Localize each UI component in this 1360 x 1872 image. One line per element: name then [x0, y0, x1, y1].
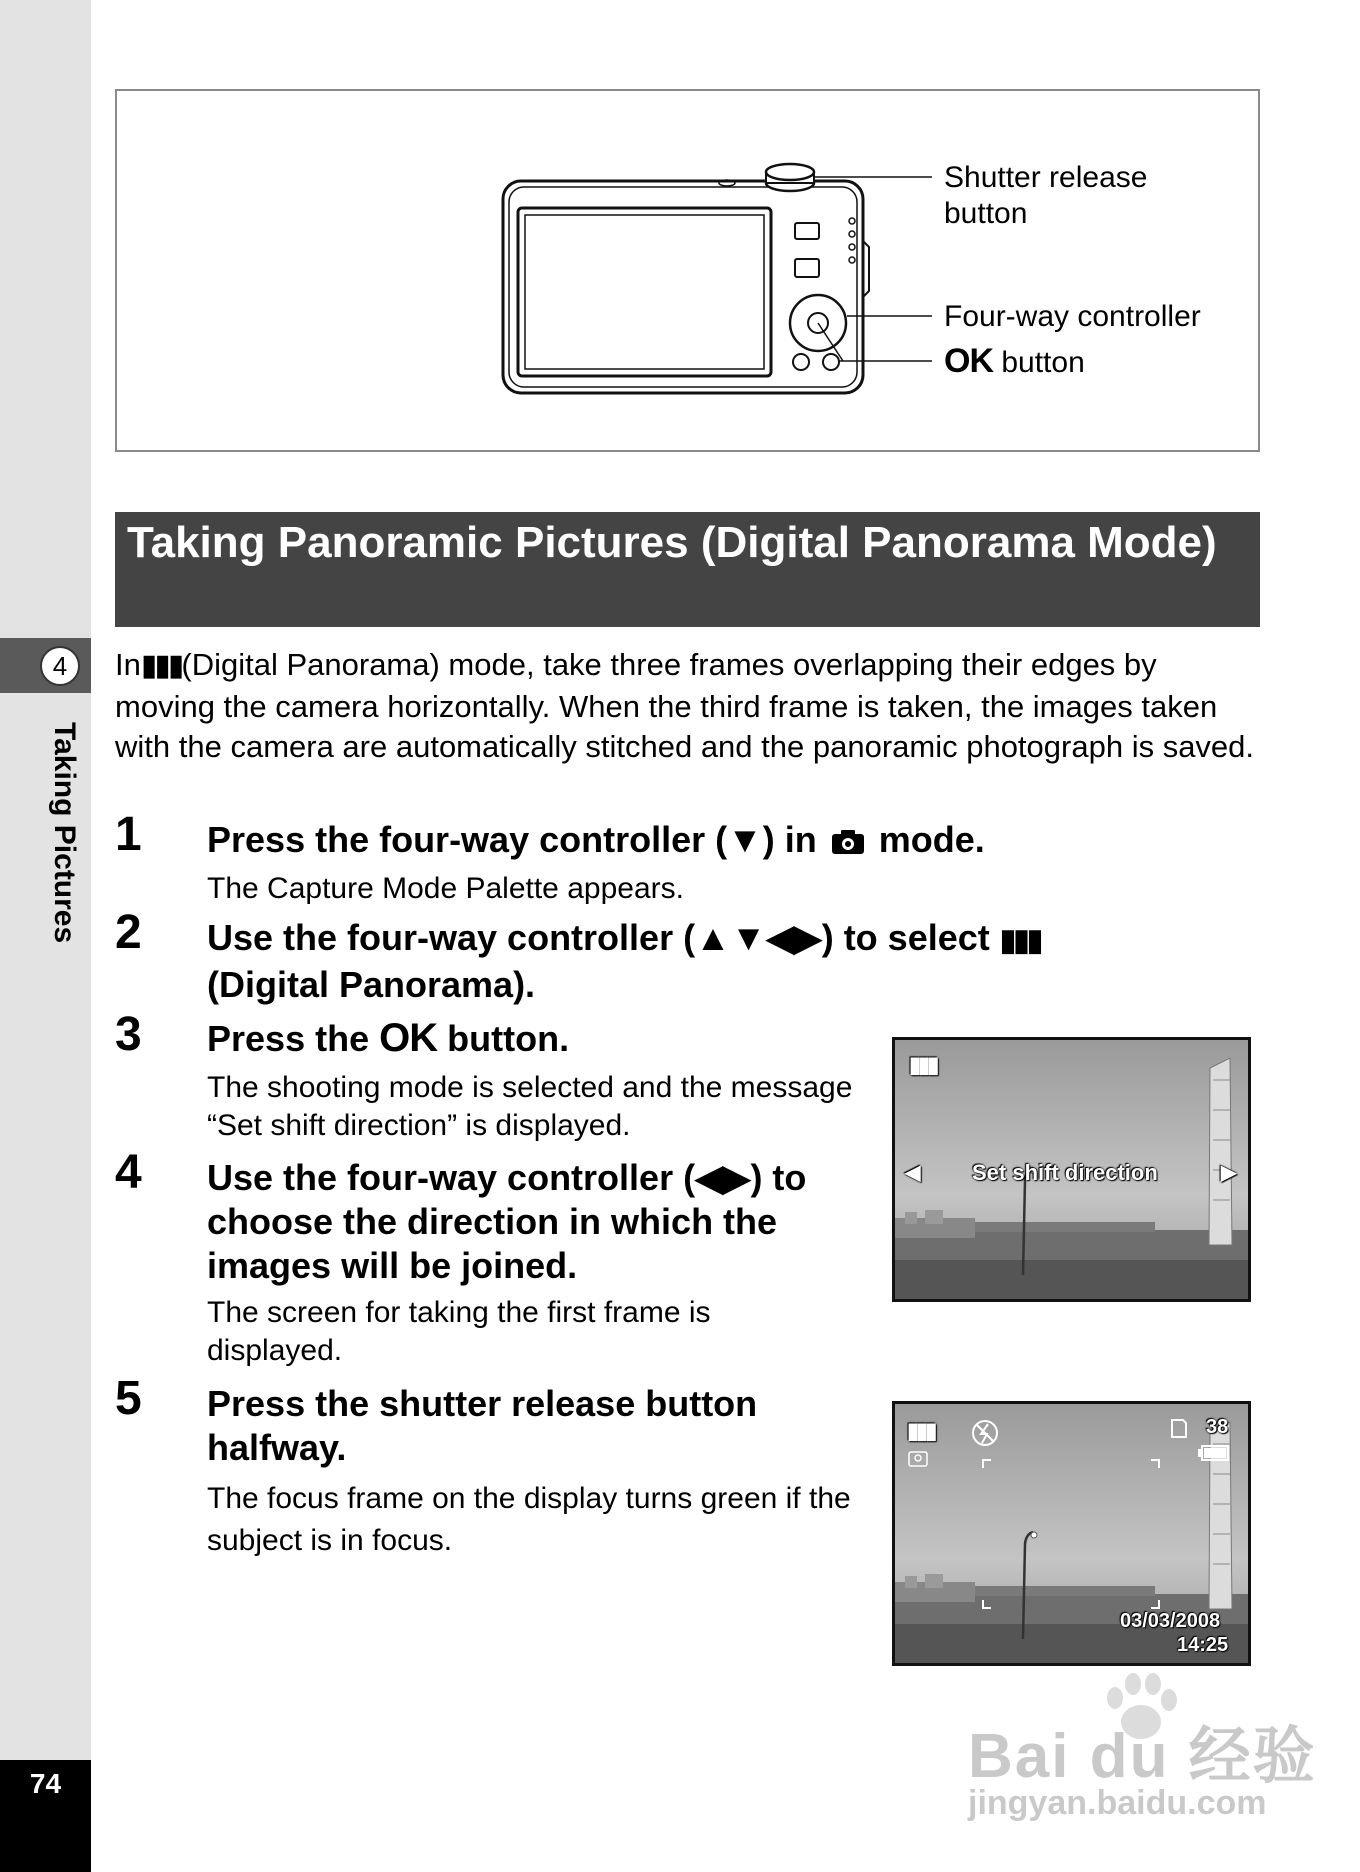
section-header	[115, 512, 1260, 627]
intro-paragraph	[115, 645, 1265, 768]
screen-mode-icon: ▮▮▮	[907, 1418, 935, 1443]
callout-four-way-controller: Four-way controller	[944, 300, 1201, 333]
step-5-body: The focus frame on the display turns green if the subject is in focus.	[207, 1482, 851, 1557]
step-3-number: 3	[115, 1008, 142, 1061]
shift-left-arrow: ◀	[905, 1162, 921, 1184]
lcd-screen-set-shift-direction	[892, 1037, 1251, 1302]
time-display: 14:25	[1177, 1634, 1229, 1656]
step-3-heading-b: button.	[447, 1018, 570, 1059]
frames-remaining: 38	[1206, 1416, 1229, 1438]
step-4-number: 4	[115, 1146, 142, 1199]
step-3-body: The shooting mode is selected and the message “Set shift direction” is displayed.	[207, 1071, 853, 1142]
digital-panorama-icon: ▮▮▮	[140, 649, 182, 682]
watermark-logo: Bai du 经验	[968, 1722, 1317, 1791]
camera-icon	[831, 829, 865, 855]
chapter-number: 4	[40, 646, 80, 686]
camera-figure	[115, 89, 1260, 452]
step-4-heading: Use the four-way controller (◀▶) to choose the direction in which the images will be joined.	[207, 1157, 807, 1286]
step-3-heading	[207, 1016, 857, 1061]
callout-ok-word: button	[1001, 346, 1085, 379]
step-2-heading-b: (Digital Panorama).	[207, 964, 536, 1005]
page-number: 74	[29, 1768, 62, 1799]
screen-mode-icon: ▮▮▮	[909, 1052, 937, 1077]
digital-panorama-icon: ▮▮▮	[999, 924, 1041, 957]
ok-glyph: OK	[944, 342, 993, 380]
set-shift-direction-message: Set shift direction	[972, 1160, 1158, 1185]
step-5-number: 5	[115, 1372, 142, 1425]
callout-shutter-release: Shutter release button	[944, 161, 1148, 230]
step-2-number: 2	[115, 906, 142, 959]
step-1-heading-b: mode.	[878, 819, 985, 860]
step-1-number: 1	[115, 808, 142, 861]
step-4-body: The screen for taking the first frame is displayed.	[207, 1296, 711, 1367]
step-5-heading: Press the shutter release button halfway.	[207, 1383, 758, 1468]
date-display: 03/03/2008	[1120, 1610, 1221, 1632]
lcd-screen-first-frame	[892, 1401, 1251, 1666]
step-2-heading-a: Use the four-way controller (▲▼◀▶) to select	[207, 917, 990, 958]
ok-glyph: OK	[379, 1016, 438, 1060]
step-1-heading	[207, 818, 1107, 862]
camera-back-illustration	[117, 91, 1258, 450]
callout-ok-button	[944, 343, 1085, 381]
step-1-body: The Capture Mode Palette appears.	[207, 872, 684, 905]
watermark-url: jingyan.baidu.com	[968, 1784, 1267, 1822]
shift-right-arrow: ▶	[1221, 1162, 1237, 1184]
step-3-heading-a: Press the	[207, 1018, 370, 1059]
step-2-heading	[207, 916, 1207, 1007]
section-title: Taking Panoramic Pictures (Digital Panorama Mode)	[127, 518, 1217, 567]
intro-pre: In	[115, 647, 141, 682]
intro-text: (Digital Panorama) mode, take three frames overlapping their edges by moving the camera horizontally. When the third frame is taken, the images taken with the camera are automatically stitched and the panoramic photograph is saved.	[115, 647, 1255, 764]
chapter-label: Taking Pictures	[48, 722, 81, 944]
step-1-heading-a: Press the four-way controller (▼) in	[207, 819, 817, 860]
